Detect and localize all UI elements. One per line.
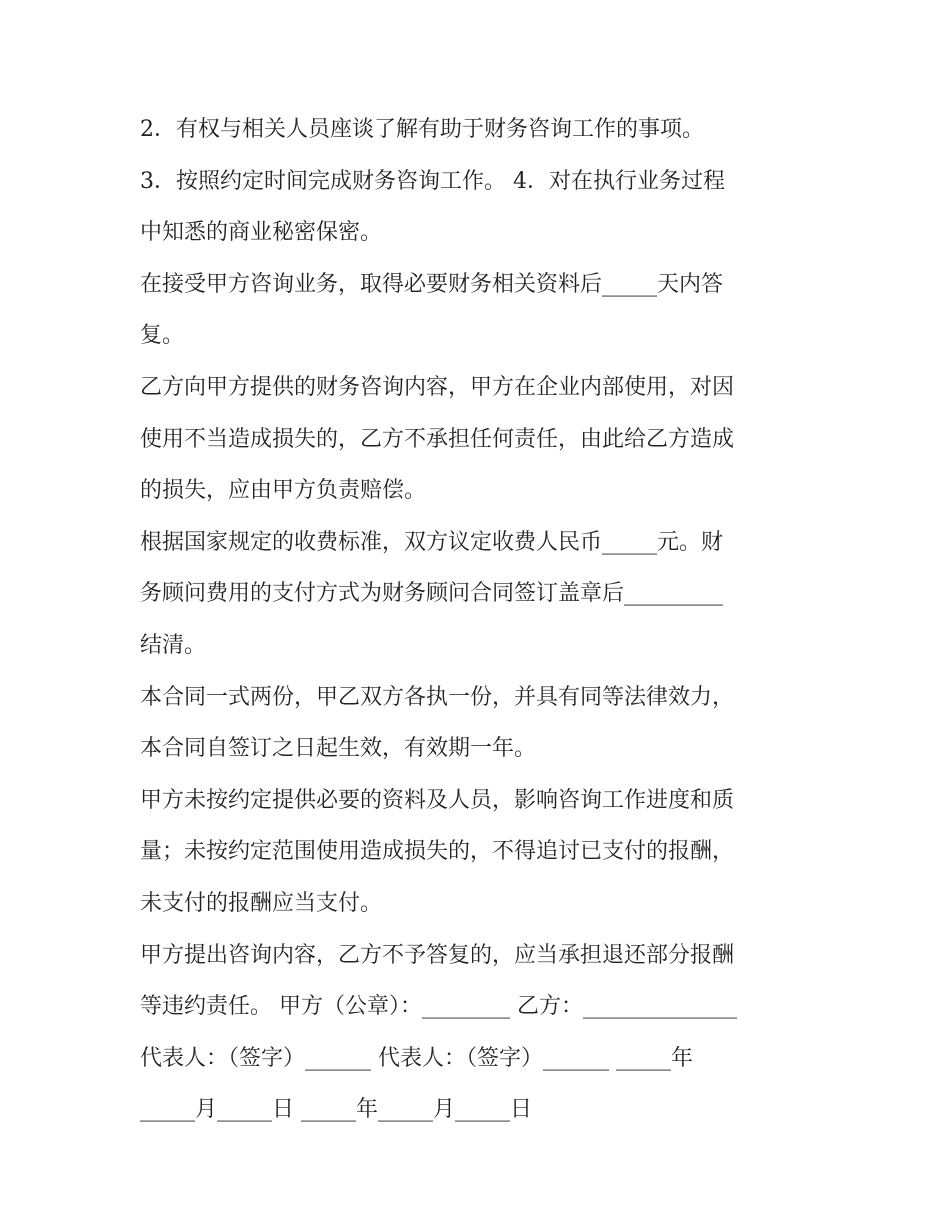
- text-line-15: 量；未按约定范围使用造成损失的，不得追讨已支付的报酬，: [140, 839, 735, 865]
- text-line-4: 在接受甲方咨询业务，取得必要财务相关资料后_____天内答: [140, 271, 724, 297]
- text-line-16: 未支付的报酬应当支付。: [140, 890, 383, 916]
- text-line-5: 复。: [140, 323, 185, 349]
- text-line-3: 中知悉的商业秘密保密。: [140, 220, 383, 246]
- text-line-7: 使用不当造成损失的，乙方不承担任何责任，由此给乙方造成: [140, 426, 735, 452]
- text-line-6: 乙方向甲方提供的财务咨询内容，甲方在企业内部使用，对因: [140, 374, 735, 400]
- text-line-14: 甲方未按约定提供必要的资料及人员，影响咨询工作进度和质: [140, 787, 735, 813]
- text-line-1: 2．有权与相关人员座谈了解有助于财务咨询工作的事项。: [140, 117, 704, 142]
- text-line-8: 的损失，应由甲方负责赔偿。: [140, 478, 427, 504]
- text-line-20: _____月_____日 _____年_____月_____日: [140, 1097, 532, 1123]
- contract-text: [140, 104, 820, 1136]
- text-line-12: 本合同一式两份，甲乙双方各执一份，并具有同等法律效力，: [140, 684, 735, 710]
- text-line-2: 3．按照约定时间完成财务咨询工作。 4．对在执行业务过程: [140, 168, 725, 194]
- text-line-18: 等违约责任。 甲方（公章）：________ 乙方：______________: [140, 994, 737, 1020]
- text-line-11: 结清。: [140, 632, 207, 658]
- text-line-13: 本合同自签订之日起生效，有效期一年。: [140, 736, 537, 762]
- text-line-17: 甲方提出咨询内容，乙方不予答复的，应当承担退还部分报酬: [140, 942, 735, 968]
- text-line-10: 务顾问费用的支付方式为财务顾问合同签订盖章后_________: [140, 581, 724, 607]
- text-line-19: 代表人：（签字）______ 代表人：（签字）______ _____年: [140, 1045, 693, 1071]
- text-line-9: 根据国家规定的收费标准，双方议定收费人民币_____元。财: [140, 529, 724, 555]
